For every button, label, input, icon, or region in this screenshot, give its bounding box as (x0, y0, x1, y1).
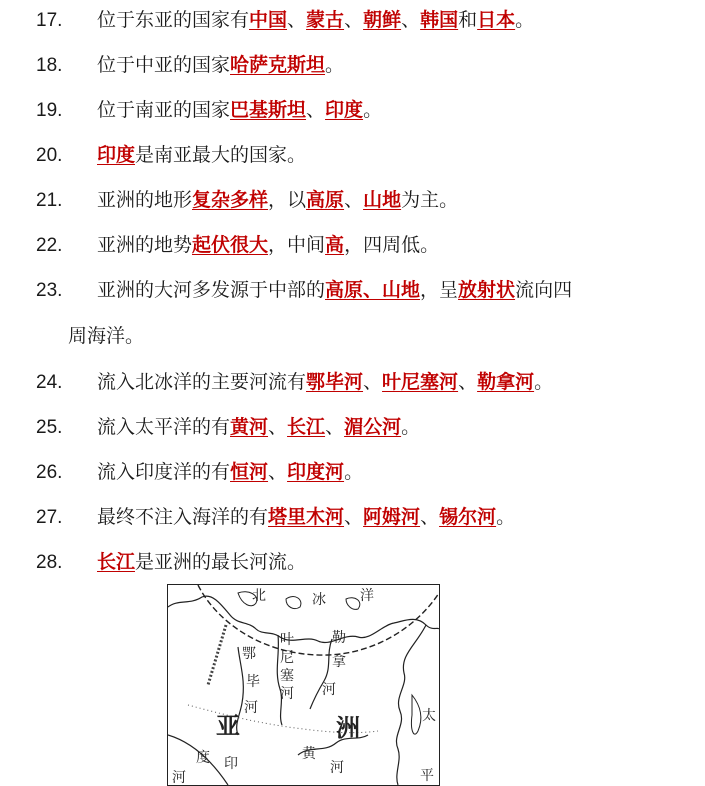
list-item (36, 143, 306, 168)
answer-text: 高原、山地 (325, 279, 421, 301)
list-item (36, 188, 458, 213)
answer-text: 阿姆河 (363, 506, 421, 528)
item-text: 。 (515, 9, 535, 31)
map-label-he3: 河 (322, 682, 336, 698)
map-label-ocean-bing: 冰 (312, 592, 326, 608)
answer-text: 锡尔河 (439, 506, 497, 528)
item-number: 18. (36, 55, 63, 76)
list-item (36, 233, 439, 258)
item-text: ，呈 (420, 279, 459, 301)
item-text: 是南亚最大的国家。 (135, 144, 307, 166)
item-text: 、 (287, 9, 307, 31)
map-label-he1: 河 (244, 700, 258, 716)
list-item (36, 8, 534, 33)
map-label-he2: 河 (280, 686, 294, 702)
answer-text: 印度河 (287, 461, 345, 483)
answer-text: 韩国 (420, 9, 459, 31)
item-text: 位于东亚的国家有 (97, 9, 250, 31)
answer-text: 黄河 (230, 416, 269, 438)
answer-text: 印度 (97, 144, 136, 166)
answer-text: 长江 (287, 416, 326, 438)
item-text: 是亚洲的最长河流。 (135, 551, 307, 573)
item-number: 24. (36, 372, 63, 393)
item-text: 位于南亚的国家 (97, 99, 231, 121)
item-text: 为主。 (401, 189, 459, 211)
list-item (36, 53, 344, 78)
item-number: 20. (36, 145, 63, 166)
item-text: 。 (401, 416, 421, 438)
answer-text: 勒拿河 (477, 371, 535, 393)
item-text: 位于中亚的国家 (97, 54, 231, 76)
answer-text: 长江 (97, 551, 136, 573)
item-text: 。 (534, 371, 554, 393)
item-text: 和 (458, 9, 478, 31)
item-number: 25. (36, 417, 63, 438)
item-text: 最终不注入海洋的有 (97, 506, 269, 528)
map-label-le: 勒 (332, 630, 346, 646)
list-item (36, 415, 420, 440)
answer-text: 塔里木河 (268, 506, 345, 528)
answer-text: 山地 (363, 189, 402, 211)
answer-text: 起伏很大 (192, 234, 269, 256)
answer-text: 日本 (477, 9, 516, 31)
answer-text: 印度 (325, 99, 364, 121)
answer-text: 朝鲜 (363, 9, 402, 31)
item-text: 流入太平洋的有 (97, 416, 231, 438)
map-label-sai: 塞 (280, 668, 294, 684)
item-text: 。 (363, 99, 383, 121)
list-item (36, 460, 363, 485)
map-label-left-he: 河 (172, 770, 186, 786)
answer-text: 高原 (306, 189, 345, 211)
map-label-zhou: 洲 (336, 714, 360, 742)
item-text: 亚洲的地形 (97, 189, 193, 211)
item-text: 流向四 (515, 279, 573, 301)
answer-text: 放射状 (458, 279, 516, 301)
map-label-ye: 叶 (280, 632, 294, 648)
map-label-ping: 平 (420, 768, 434, 784)
item-continuation: 周海洋。 (68, 325, 145, 347)
item-number: 26. (36, 462, 63, 483)
answer-text: 中国 (249, 9, 288, 31)
answer-text: 鄂毕河 (306, 371, 364, 393)
item-text: 。 (496, 506, 516, 528)
answer-text: 哈萨克斯坦 (230, 54, 326, 76)
list-item (36, 505, 515, 530)
item-number: 19. (36, 100, 63, 121)
item-text: 、 (344, 9, 364, 31)
map-label-ocean-yang: 洋 (360, 588, 374, 604)
answer-text: 叶尼塞河 (382, 371, 459, 393)
map-label-du: 度 (196, 750, 210, 766)
map-label-bi: 毕 (246, 674, 260, 690)
list-item (36, 278, 572, 303)
item-text: 、 (306, 99, 326, 121)
item-number: 27. (36, 507, 63, 528)
item-number: 28. (36, 552, 63, 573)
item-text: 、 (458, 371, 478, 393)
map-label-he4: 河 (330, 760, 344, 776)
item-text: 、 (363, 371, 383, 393)
answer-text: 恒河 (230, 461, 269, 483)
asia-rivers-map (167, 584, 440, 786)
item-number: 22. (36, 235, 63, 256)
map-label-na: 拿 (332, 654, 346, 670)
item-text: 、 (420, 506, 440, 528)
item-text: 、 (344, 189, 364, 211)
item-text: 流入印度洋的有 (97, 461, 231, 483)
item-text: 。 (325, 54, 345, 76)
list-item (36, 98, 382, 123)
map-label-tai: 太 (422, 708, 436, 724)
map-label-yin: 印 (224, 756, 238, 772)
answer-text: 巴基斯坦 (230, 99, 307, 121)
item-text: 亚洲的大河多发源于中部的 (97, 279, 326, 301)
answer-text: 复杂多样 (192, 189, 269, 211)
item-text: ，中间 (268, 234, 326, 256)
item-text: ，以 (268, 189, 307, 211)
item-text: 、 (268, 461, 288, 483)
list-item (36, 550, 306, 575)
map-label-ya: 亚 (216, 712, 240, 740)
item-text: 、 (268, 416, 288, 438)
map-label-e: 鄂 (242, 646, 256, 662)
item-text: 亚洲的地势 (97, 234, 193, 256)
item-text: 。 (344, 461, 364, 483)
item-number: 21. (36, 190, 63, 211)
item-text: 流入北冰洋的主要河流有 (97, 371, 307, 393)
item-text: 、 (401, 9, 421, 31)
item-text: 、 (344, 506, 364, 528)
map-label-ocean-bei: 北 (252, 588, 266, 604)
item-number: 23. (36, 280, 63, 301)
answer-text: 湄公河 (344, 416, 402, 438)
list-item (36, 370, 553, 395)
item-number: 17. (36, 10, 63, 31)
item-text: 、 (325, 416, 345, 438)
map-label-huang: 黄 (302, 746, 316, 762)
map-label-ni: 尼 (280, 650, 294, 666)
answer-text: 高 (325, 234, 345, 256)
answer-text: 蒙古 (306, 9, 345, 31)
item-text: ，四周低。 (344, 234, 440, 256)
